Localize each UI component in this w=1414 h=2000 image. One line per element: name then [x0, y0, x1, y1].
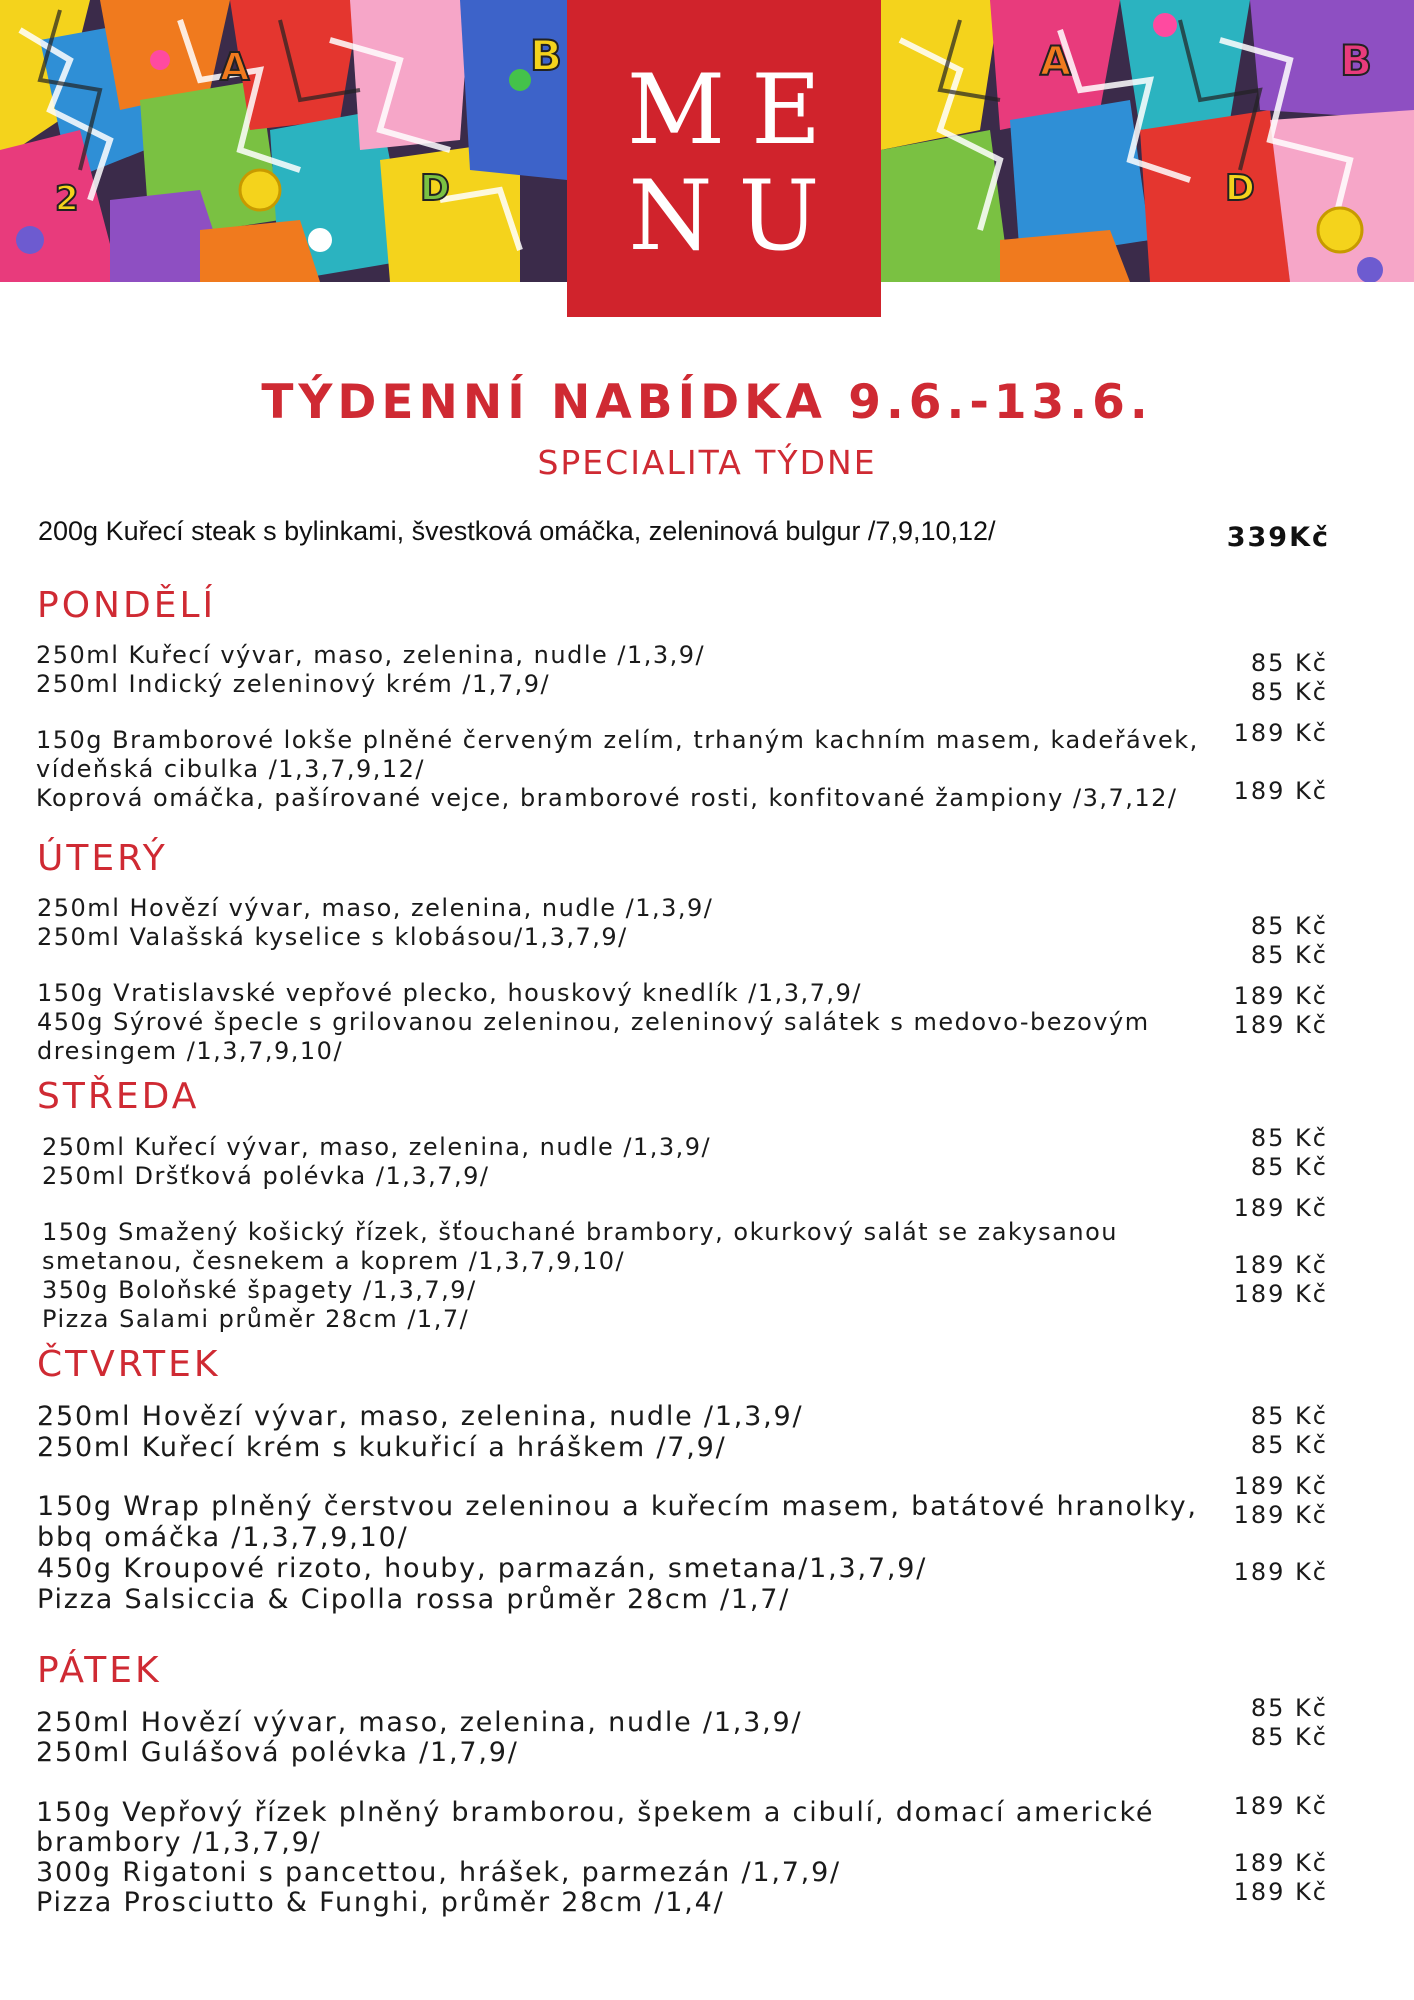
menu-item: 150g Wrap plněný čerstvou zeleninou a kuřecím masem, batátové hranolky, — [37, 1491, 1198, 1522]
svg-text:D: D — [1225, 168, 1255, 209]
price: 85 Kč — [1250, 1402, 1328, 1430]
menu-item: brambory /1,3,7,9/ — [36, 1827, 322, 1858]
svg-text:2: 2 — [55, 179, 79, 219]
menu-item: 250ml Valašská kyselice s klobásou/1,3,7,9/ — [37, 923, 628, 951]
menu-item: Pizza Salsiccia & Cipolla rossa průměr 28cm /1,7/ — [37, 1584, 791, 1615]
price: 189 Kč — [1233, 1251, 1328, 1279]
menu-item: 250ml Hovězí vývar, maso, zelenina, nudle /1,3,9/ — [36, 1707, 803, 1738]
menu-item: 250ml Indický zeleninový krém /1,7,9/ — [36, 670, 551, 698]
price: 189 Kč — [1233, 1011, 1328, 1039]
price: 85 Kč — [1250, 678, 1328, 706]
menu-item: bbq omáčka /1,3,7,9,10/ — [37, 1522, 409, 1553]
price: 85 Kč — [1250, 649, 1328, 677]
svg-text:B: B — [530, 31, 563, 80]
menu-item: Pizza Prosciutto & Funghi, průměr 28cm /1,4/ — [36, 1887, 725, 1918]
menu-item: 250ml Gulášová polévka /1,7,9/ — [36, 1737, 519, 1768]
price: 189 Kč — [1233, 1280, 1328, 1308]
price: 85 Kč — [1250, 1723, 1328, 1751]
price: 189 Kč — [1233, 1501, 1328, 1529]
menu-item: 150g Vratislavské vepřové plecko, houskový knedlík /1,3,7,9/ — [37, 979, 862, 1007]
price: 189 Kč — [1233, 1792, 1328, 1820]
day-title-pondeli: PONDĚLÍ — [37, 585, 217, 626]
menu-item: 250ml Kuřecí vývar, maso, zelenina, nudle /1,3,9/ — [42, 1133, 712, 1161]
price: 189 Kč — [1233, 1194, 1328, 1222]
menu-item: 300g Rigatoni s pancettou, hrášek, parmezán /1,7,9/ — [36, 1857, 841, 1888]
day-title-streda: STŘEDA — [37, 1076, 200, 1117]
day-title-ctvrtek: ČTVRTEK — [37, 1344, 221, 1385]
menu-item: 150g Vepřový řízek plněný bramborou, špekem a cibulí, domací americké — [36, 1797, 1155, 1828]
special-price: 339Kč — [1226, 522, 1330, 553]
svg-text:A: A — [220, 45, 250, 89]
menu-item: 250ml Kuřecí krém s kukuřicí a hráškem /7,9/ — [37, 1432, 727, 1463]
price: 85 Kč — [1250, 912, 1328, 940]
svg-text:D: D — [420, 168, 450, 209]
price: 189 Kč — [1233, 1558, 1328, 1586]
menu-item: Pizza Salami průměr 28cm /1,7/ — [42, 1305, 470, 1333]
menu-item: 150g Smažený košický řízek, šťouchané brambory, okurkový salát se zakysanou — [42, 1218, 1118, 1246]
price: 85 Kč — [1250, 941, 1328, 969]
week-title: TÝDENNÍ NABÍDKA 9.6.-13.6. — [261, 375, 1153, 430]
menu-item: 250ml Kuřecí vývar, maso, zelenina, nudle /1,3,9/ — [36, 641, 706, 669]
menu-item: 350g Boloňské špagety /1,3,7,9/ — [42, 1276, 477, 1304]
menu-item: dresingem /1,3,7,9,10/ — [37, 1037, 344, 1065]
menu-item: vídeňská cibulka /1,3,7,9,12/ — [36, 755, 425, 783]
menu-item: 450g Kroupové rizoto, houby, parmazán, smetana/1,3,7,9/ — [37, 1553, 928, 1584]
day-title-utery: ÚTERÝ — [37, 838, 168, 879]
svg-text:A: A — [1040, 39, 1071, 85]
price: 189 Kč — [1233, 777, 1328, 805]
price: 85 Kč — [1250, 1431, 1328, 1459]
menu-item: smetanou, česnekem a koprem /1,3,7,9,10/ — [42, 1247, 626, 1275]
menu-item: 150g Bramborové lokše plněné červeným zelím, trhaným kachním masem, kadeřávek, — [36, 726, 1199, 754]
menu-logo-line1: ME — [626, 54, 848, 166]
price: 85 Kč — [1250, 1153, 1328, 1181]
price: 85 Kč — [1250, 1694, 1328, 1722]
menu-item: Koprová omáčka, pašírované vejce, bramborové rosti, konfitované žampiony /3,7,12/ — [36, 784, 1178, 812]
price: 189 Kč — [1233, 1849, 1328, 1877]
price: 189 Kč — [1233, 982, 1328, 1010]
menu-item: 450g Sýrové špecle s grilovanou zeleninou, zeleninový salátek s medovo-bezovým — [37, 1008, 1150, 1036]
svg-text:B: B — [1340, 36, 1373, 85]
menu-item: 250ml Dršťková polévka /1,3,7,9/ — [42, 1162, 490, 1190]
day-title-patek: PÁTEK — [37, 1650, 162, 1691]
special-item: 200g Kuřecí steak s bylinkami, švestková omáčka, zeleninová bulgur /7,9,10,12/ — [38, 516, 996, 546]
price: 189 Kč — [1233, 1878, 1328, 1906]
price: 189 Kč — [1233, 719, 1328, 747]
price: 189 Kč — [1233, 1472, 1328, 1500]
menu-item: 250ml Hovězí vývar, maso, zelenina, nudle /1,3,9/ — [37, 1401, 804, 1432]
price: 85 Kč — [1250, 1124, 1328, 1152]
special-title: SPECIALITA TÝDNE — [537, 443, 877, 482]
menu-item: 250ml Hovězí vývar, maso, zelenina, nudle /1,3,9/ — [37, 894, 714, 922]
menu-logo-line2: NU — [628, 160, 846, 272]
menu-logo-box — [567, 0, 881, 317]
